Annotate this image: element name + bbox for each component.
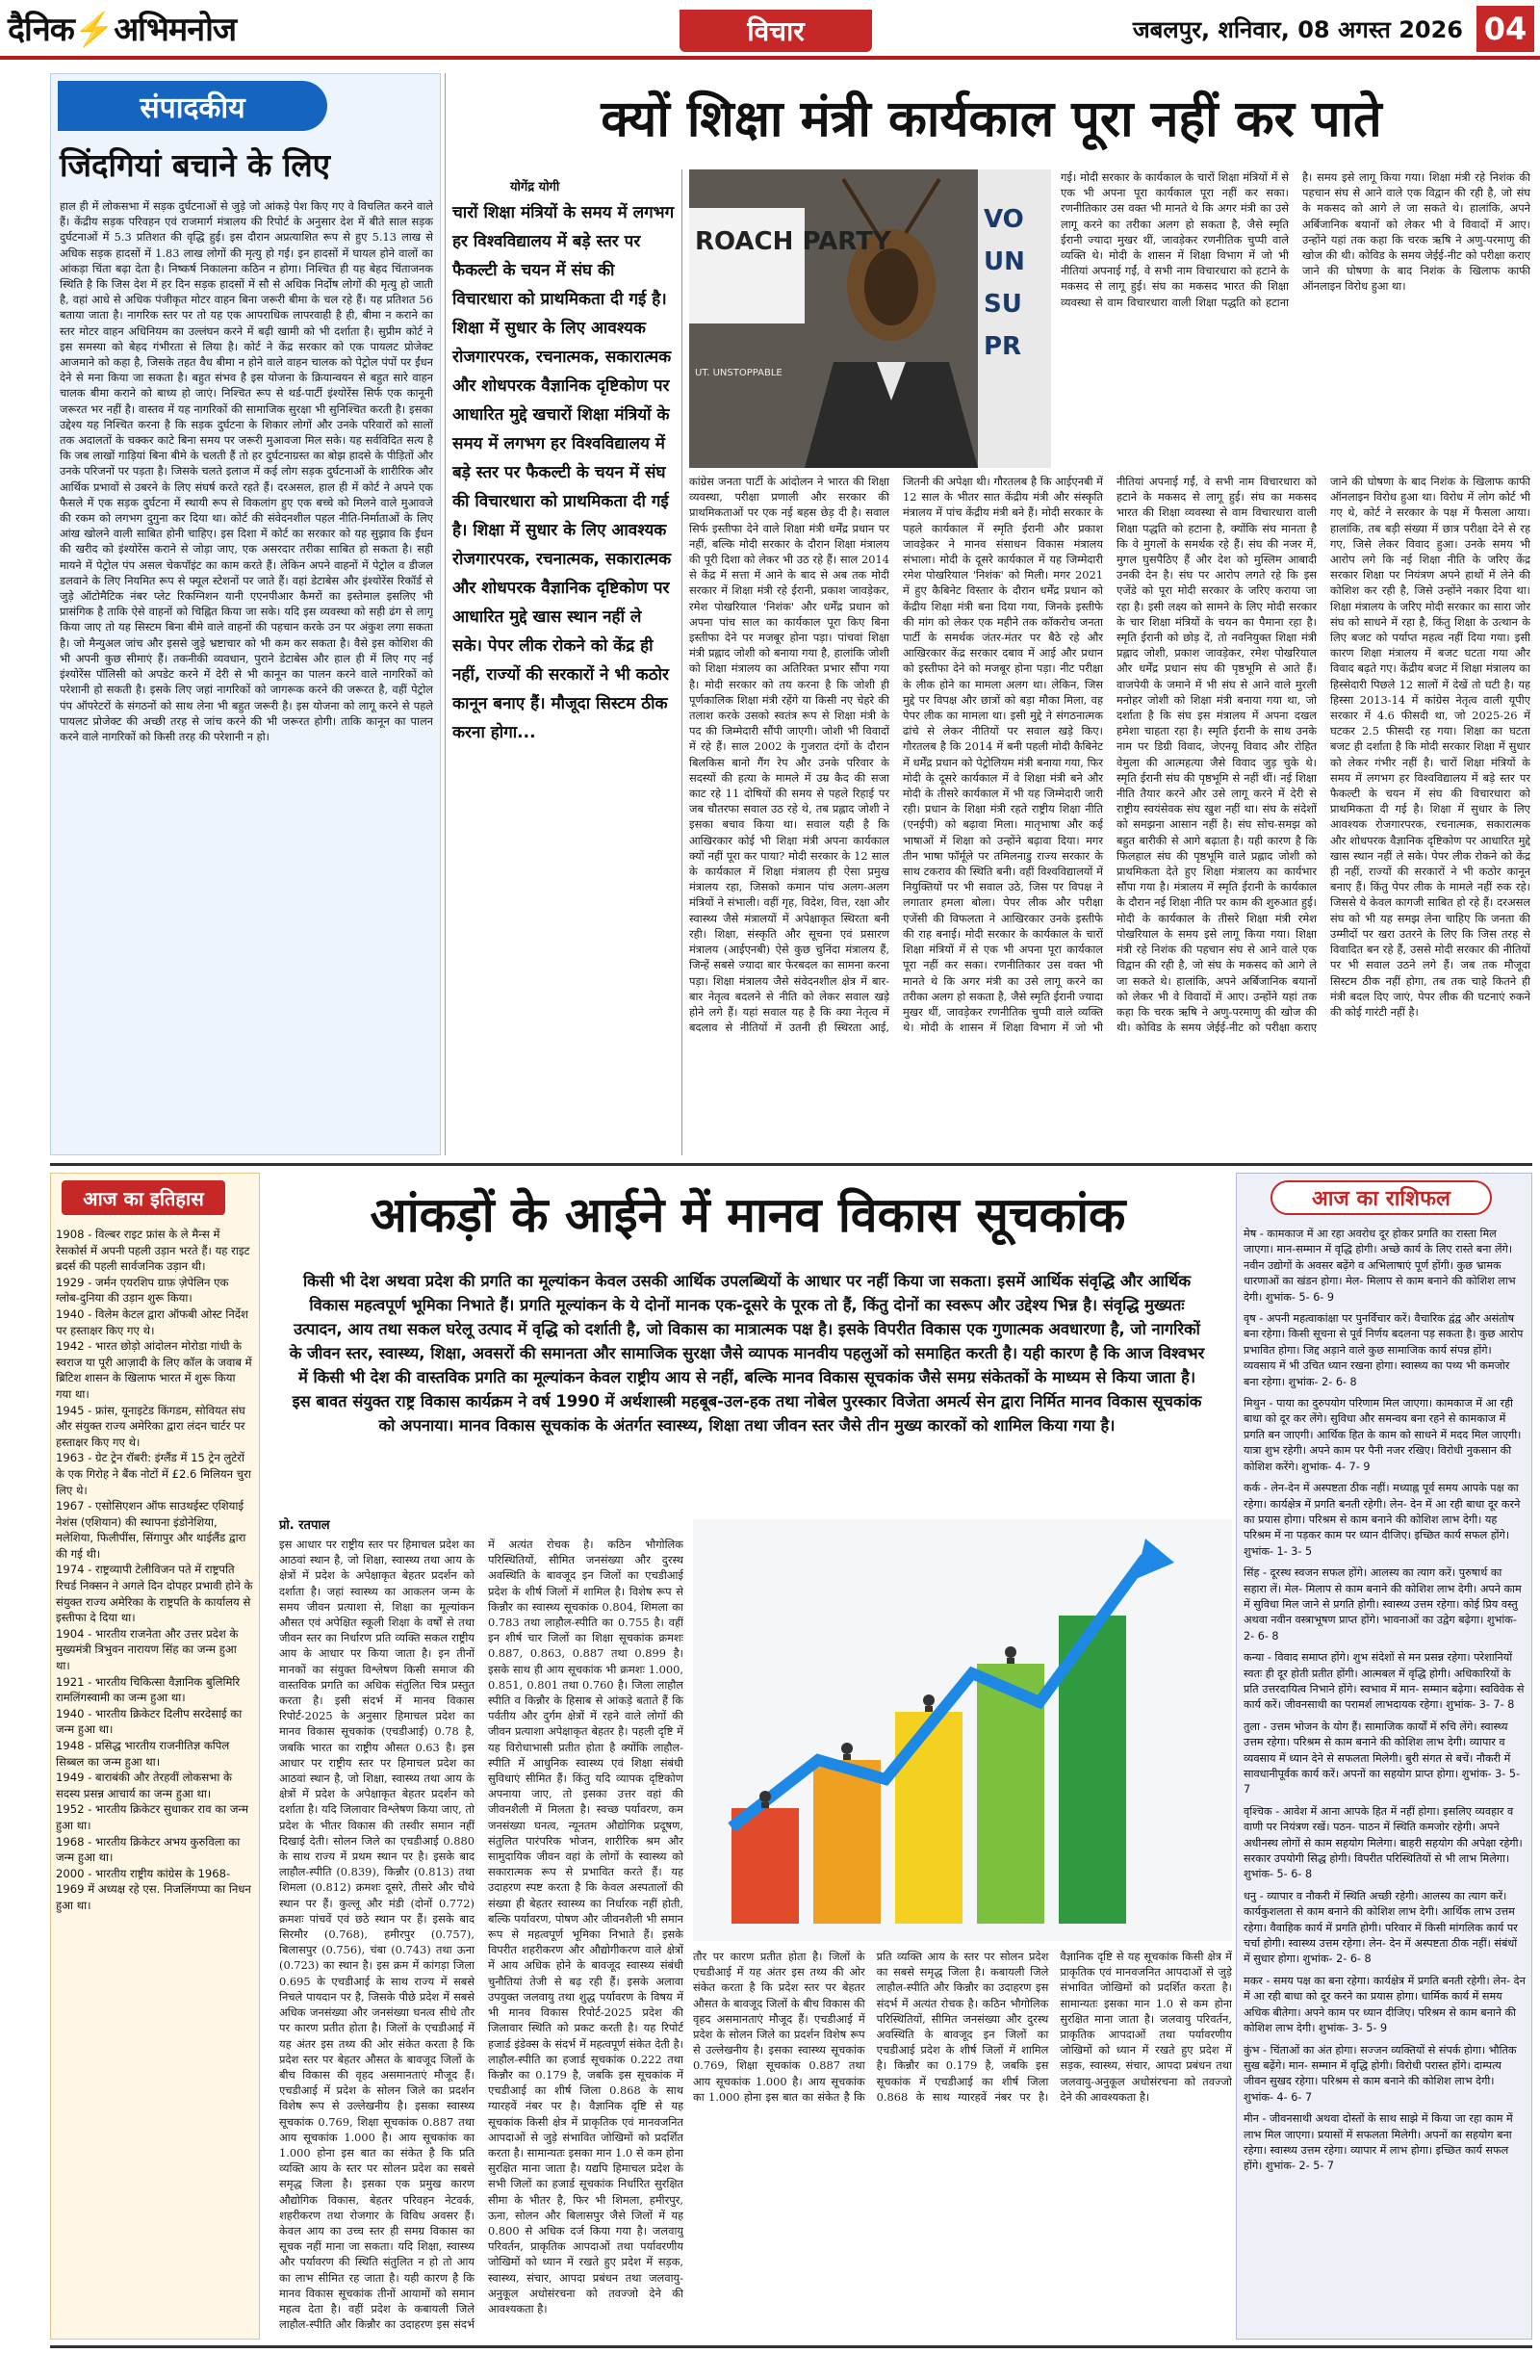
- editorial-body: [60, 198, 433, 1148]
- history-list: [56, 1227, 254, 2332]
- photo-tagline: UT. UNSTOPPABLE: [695, 368, 783, 378]
- hdi-body-left: [279, 1537, 683, 2336]
- horoscope-item: वृश्चिक - आवेश में आना आपके हित में नहीं होगा। इसलिए व्यवहार व वाणी पर नियंत्रण रखें। पठन- पाठन में स्थिति कमजोर रहेगी। अपने अधीनस्थ लोगों से काम सहयोग मिलेगा। बाहरी सहयोग की अपेक्षा रहेगी। सरकार उपयोगी सिद्ध होगी। विपरीत परिस्थितियों से भी लाभ मिलेगा। शुभांक- 5- 6- 8: [1244, 1804, 1523, 1881]
- history-item: 1929 - जर्मन एयरशिप ग्राफ़ ज़ेपेलिन एक ग्लोब-दुनिया की उड़ान शुरू किया।: [56, 1275, 229, 1306]
- history-item: 1904 - भारतीय राजनेता और उत्तर प्रदेश के मुख्यमंत्री त्रिभुवन नारायण सिंह का जन्म हुआ था।: [56, 1626, 239, 1673]
- horoscope-item: सिंह - दूरस्थ स्वजन सफल होंगे। आलस्य का त्याग करें। पुरुषार्थ का सहारा लें। मेल- मिलाप से काम बनाने की कोशिश लाभ देगी। अपने काम में सुविधा मिल जाने से प्रगति होगी। स्वास्थ्य उत्तम रहेगा। कोई प्रिय वस्तु अथवा नवीन वस्त्राभूषण प्राप्त होंगे। भावनाओं का उद्वेग बढ़ेगा। शुभांक- 2- 6- 8: [1244, 1566, 1522, 1643]
- horoscope-item: कुंभ - चिंताओं का अंत होगा। सज्जन व्यक्तियों से संपर्क होगा। भौतिक सुख बढ़ेंगे। मान- सम्मान में वृद्धि होगी। विरोधी परास्त होंगे। दाम्पत्य जीवन सुखद रहेगा। परिश्रम से काम बनाने की कोशिश लाभ देगी। शुभांक- 4- 6- 7: [1244, 2043, 1517, 2104]
- hdi-body-bottom-text: तौर पर कारण प्रतीत होता है। जिलों के एचडीआई में यह अंतर इस तथ्य की ओर संकेत करता है कि प्रदेश स्तर पर बेहतर औसत के बावजूद जिलों के बीच विकास की वृहद असमानताएं मौजूद हैं। एचडीआई में प्रदेश के सोलन जिले का प्रदर्शन विशेष रूप से उल्लेखनीय है। इसका स्वास्थ्य सूचकांक 0.769, शिक्षा सूचकांक 0.887 तथा आय सूचकांक 1.000 है। आय सूचकांक का 1.000 होना इस बात का संकेत है कि प्रति व्यक्ति आय के स्तर पर सोलन प्रदेश का सबसे समृद्ध जिला है। कबायली जिले लाहौल-स्पीति और किन्नौर का उदाहरण इस संदर्भ में अत्यंत रोचक है। कठिन भौगोलिक परिस्थितियों, सीमित जनसंख्या और दुरस्थ अवस्थिति के बावजूद इन जिलों का एचडीआई प्रदेश के शीर्ष जिलों में शामिल है। किन्नौर का 0.179 है, जबकि इस सूचकांक में एचडीआई का शीर्ष जिला 0.868 के साथ ग्यारहवें नंबर पर है। वैज्ञानिक दृष्टि से यह सूचकांक किसी क्षेत्र में प्राकृतिक एवं मानवजनित आपदाओं से जुड़े संभावित जोखिमों को प्रदर्शित करता है। सामान्यतः इसका मान 1.0 से कम होना सुरक्षित माना जाता है। जलवायु परिवर्तन, प्राकृतिक आपदाओं तथा पर्यावरणीय जोखिमों को ध्यान में रखते हुए प्रदेश में सड़क, स्वास्थ्य, संचार, आपदा प्रबंधन तथा जलवायु-अनुकूल अधोसंरचना को तवज्जो देने की आवश्यकता है।: [693, 1950, 1232, 2104]
- editorial-section-title: संपादकीय: [58, 81, 327, 131]
- page-number: 04: [1476, 6, 1534, 52]
- hdi-body-text: इस आधार पर राष्ट्रीय स्तर पर हिमाचल प्रदेश का आठवां स्थान है, जो शिक्षा, स्वास्थ्य तथा आय के क्षेत्रों में प्रदेश के अपेक्षाकृत बेहतर प्रदर्शन को दर्शाता है। जहां स्वास्थ्य का आकलन जन्म के समय जीवन प्रत्याशा से, शिक्षा का मूल्यांकन औसत एवं अपेक्षित स्कूली शिक्षा के वर्षों से तथा जीवन स्तर का निर्धारण प्रति व्यक्ति सकल राष्ट्रीय आय के आधार पर किया जाता है। इन तीनों मानकों का संयुक्त विश्लेषण किसी समाज की वास्तविक प्रगति का अधिक संतुलित चित्र प्रस्तुत करता है। इसी संदर्भ में मानव विकास रिपोर्ट-2025 के अनुसार हिमाचल प्रदेश का मानव विकास सूचकांक (एचडीआई) 0.78 है, जबकि भारत का राष्ट्रीय औसत 0.63 है। इस आधार पर राष्ट्रीय स्तर पर हिमाचल प्रदेश का आठवां स्थान है, जो शिक्षा, स्वास्थ्य तथा आय के क्षेत्रों में प्रदेश के अपेक्षाकृत बेहतर प्रदर्शन को दर्शाता है। यदि जिलावार विश्लेषण किया जाए, तो प्रदेश के भीतर विकास की तस्वीर समान नहीं दिखाई देती। सोलन जिले का एचडीआई 0.880 के साथ राज्य में प्रथम स्थान पर है। इसके बाद लाहौल-स्पीति (0.839), किन्नौर (0.813) तथा शिमला (0.812) क्रमशः दूसरे, तीसरे और चौथे स्थान पर हैं। कुल्लू और मंडी (दोनों 0.772) क्रमशः पांचवें एवं छठे स्थान पर हैं। इसके बाद सिरमौर (0.768), हमीरपुर (0.757), बिलासपुर (0.756), चंबा (0.743) तथा ऊना (0.723) का स्थान है। इस क्रम में कांगड़ा जिला 0.695 के एचडीआई के साथ राज्य में सबसे निचले पायदान पर है, जिसके पीछे प्रदेश में सबसे अधिक जनसंख्या और जनसंख्या घनत्व सीधे तौर पर कारण प्रतीत होता है। जिलों के एचडीआई में यह अंतर इस तथ्य की ओर संकेत करता है कि प्रदेश स्तर पर बेहतर औसत के बावजूद जिलों के बीच विकास की वृहद असमानताएं मौजूद हैं। एचडीआई में प्रदेश के सोलन जिले का प्रदर्शन विशेष रूप से उल्लेखनीय है। इसका स्वास्थ्य सूचकांक 0.769, शिक्षा सूचकांक 0.887 तथा आय सूचकांक 1.000 है। आय सूचकांक का 1.000 होना इस बात का संकेत है कि प्रति व्यक्ति आय के स्तर पर सोलन प्रदेश का सबसे समृद्ध जिला है। इसका एक प्रमुख कारण औद्योगिक विकास, बेहतर परिवहन नेटवर्क, शहरीकरण तथा रोजगार के विविध अवसर हैं। केवल आय का उच्च स्तर ही समग्र विकास का सूचक नहीं माना जा सकता। यदि शिक्षा, स्वास्थ्य और पर्यावरण की स्थिति संतुलित न हो तो आय का लाभ सीमित रह जाता है। यही कारण है कि मानव विकास सूचकांक तीनों आयामों को समान महत्व देता है। वहीं प्रदेश के कबायली जिले लाहौल-स्पीति और किन्नौर का उदाहरण इस संदर्भ में अत्यंत रोचक है। कठिन भौगोलिक परिस्थितियों, सीमित जनसंख्या और दुरस्थ अवस्थिति के बावजूद इन जिलों का एचडीआई प्रदेश के शीर्ष जिलों में शामिल है। विशेष रूप से किन्नौर का स्वास्थ्य सूचकांक 0.804, शिमला का 0.783 तथा लाहौल-स्पीति का 0.755 है। वहीं इन शीर्ष चार जिलों का शिक्षा सूचकांक क्रमशः 0.887, 0.863, 0.887 तथा 0.899 है। इसके साथ ही आय सूचकांक भी क्रमशः 1.000, 0.851, 0.801 तथा 0.760 है। जिला लाहौल स्पीति व किन्नौर के हिसाब से आंकड़े बताते हैं कि पर्वतीय और दुर्गम क्षेत्रों में रहने वाले लोगों की जीवन प्रत्याशा अपेक्षाकृत बेहतर है। पहली दृष्टि में यह विरोधाभासी प्रतीत होता है क्योंकि लाहौल-स्पीति में आधुनिक स्वास्थ्य एवं शिक्षा संबंधी सुविधाएं सीमित हैं। किंतु यदि व्यापक दृष्टिकोण अपनाया जाए, तो इसका उत्तर वहां की जीवनशैली में मिलता है। स्वच्छ पर्यावरण, कम जनसंख्या घनत्व, न्यूनतम औद्योगिक प्रदूषण, संतुलित पारंपरिक भोजन, शारीरिक श्रम और सामुदायिक जीवन वहां के लोगों के स्वास्थ्य को सकारात्मक रूप से प्रभावित करते हैं। यह उदाहरण स्पष्ट करता है कि केवल अस्पतालों की संख्या ही बेहतर स्वास्थ्य का निर्धारक नहीं होती, बल्कि पर्यावरण, पोषण और जीवनशैली भी समान रूप से महत्वपूर्ण भूमिका निभाते हैं। इसके विपरीत शहरीकरण और औद्योगीकरण वाले क्षेत्रों में आय अधिक होने के बावजूद स्वास्थ्य संबंधी चुनौतियां तेजी से बढ़ रही हैं। इसके अलावा उपयुक्त जलवायु तथा शुद्ध पर्यावरण के विषय में भी मानव विकास रिपोर्ट-2025 प्रदेश की जिलावार स्थिति को प्रकट करती है। यह रिपोर्ट हजार्ड इंडेक्स के संदर्भ में महत्वपूर्ण संकेत देती है। लाहौल-स्पीति का हजार्ड सूचकांक 0.222 तथा किन्नौर का 0.179 है, जबकि इस सूचकांक में एचडीआई का शीर्ष जिला 0.868 के साथ ग्यारहवें नंबर पर है। वैज्ञानिक दृष्टि से यह सूचकांक किसी क्षेत्र में प्राकृतिक एवं मानवजनित आपदाओं से जुड़े संभावित जोखिमों को प्रदर्शित करता है। सामान्यतः इसका मान 1.0 से कम होना सुरक्षित माना जाता है। यद्यपि हिमाचल प्रदेश के सभी जिलों का हजार्ड सूचकांक निर्धारित सुरक्षित सीमा के भीतर है, फिर भी शिमला, हमीरपुर, ऊना, सोलन और बिलासपुर जैसे जिलों में यह 0.800 से अधिक दर्ज किया गया है। जलवायु परिवर्तन, प्राकृतिक आपदाओं तथा पर्यावरणीय जोखिमों को ध्यान में रखते हुए प्रदेश में सड़क, स्वास्थ्य, संचार, आपदा प्रबंधन तथा जलवायु-अनुकूल अधोसंरचना को तवज्जो देने की आवश्यकता है।: [279, 1538, 683, 2332]
- section-tag: विचार: [680, 10, 872, 52]
- horoscope-title: आज का राशिफल: [1270, 1180, 1492, 1215]
- main-body: [689, 474, 1530, 1153]
- main-byline: योगेंद्र योगी: [510, 180, 560, 194]
- history-item: 1974 - राष्ट्रव्यापी टेलीविजन पते में राष्ट्रपति रिचर्ड निक्सन ने अगले दिन दोपहर प्रभावी होने के संयुक्त राज्य अमेरिका के राष्ट्रपति के कार्यालय से इस्तीफा दे दिया था।: [56, 1563, 253, 1625]
- hdi-body-overlay-mask: [693, 1521, 1232, 1945]
- history-item: 1967 - एसोसिएशन ऑफ साउथईस्ट एशियाई नेशंस (एशियान) की स्थापना इंडोनेशिया, मलेशिया, फिलीपींस, सिंगापुर और थाईलैंड द्वारा की गई थी।: [56, 1499, 246, 1561]
- horoscope-item: मीन - जीवनसाथी अथवा दोस्तों के साथ साझे में किया जा रहा काम में लाभ मिल जाएगा। प्रयासों में सफलता मिलेगी। अपनों का सहयोग बना रहेगा। स्वास्थ्य उत्तम रहेगा। व्यापार में लाभ होगा। इच्छित कार्य सफल होंगे। शुभांक- 2- 5- 7: [1244, 2112, 1513, 2173]
- history-item: 1963 - ग्रेट ट्रेन रॉबरी: इंग्लैंड में 15 ट्रेन लुटेरों के एक गिरोह ने बैंक नोटों में £2.6 मिलियन चुरा लिए थे।: [56, 1451, 251, 1497]
- newspaper-logo: [8, 6, 236, 50]
- horoscope-item: धनु - व्यापार व नौकरी में स्थिति अच्छी रहेगी। आलस्य का त्याग करें। कार्यकुशलता से काम बनाने की कोशिश लाभ देगी। आर्थिक लाभ उत्तम रहेगा। वैवाहिक कार्य में प्रगति होगी। परिवार में किसी मांगलिक कार्य पर चर्चा होगी। स्वास्थ्य उत्तम रहेगा। लेन- देन में अस्पष्टता ठीक नहीं। संबंधों में सुधार होगा। शुभांक- 2- 6- 8: [1244, 1889, 1518, 1966]
- lightning-icon: ⚡: [73, 11, 115, 49]
- history-item: 1921 - भारतीय चिकित्सा वैज्ञानिक बुलिमिरि रामलिंगस्वामी का जन्म हुआ था।: [56, 1674, 241, 1705]
- editorial-headline: जिंदगियां बचाने के लिए: [60, 146, 331, 184]
- history-item: 1968 - भारतीय क्रिकेटर अभय कुरुविला का जन्म हुआ था।: [56, 1834, 241, 1865]
- main-lead: [452, 198, 676, 872]
- section-divider: [50, 1163, 1532, 1166]
- dateline: जबलपुर, शनिवार, 08 अगस्त 2026: [1132, 16, 1463, 43]
- horoscope-item: वृष - अपनी महत्वाकांक्षा पर पुनर्विचार करें। वैचारिक द्वंद्व और असंतोष बना रहेगा। किसी सूचना से पूर्व निर्णय बदलना पड़ सकता है। कुछ आरोप प्रभावित होगा। जिद्द अड़ाने वाले कुछ सामाजिक कार्य संपन्न होंगे। व्यवसाय में भी उचित ध्यान रखना होगा। स्वास्थ्य का पथ्य भी कमजोर बना रहेगा। शुभांक- 2- 6- 8: [1244, 1312, 1524, 1388]
- history-item: 2000 - भारतीय राष्ट्रीय कांग्रेस के 1968-1969 में अध्यक्ष रहे एस. निजलिंगप्पा का निधन हुआ था।: [56, 1866, 251, 1912]
- main-headline: क्यों शिक्षा मंत्री कार्यकाल पूरा नहीं कर पाते: [601, 90, 1382, 148]
- horoscope-item: मेष - कामकाज में आ रहा अवरोध दूर होकर प्रगति का रास्ता मिल जाएगा। मान-सम्मान में वृद्धि होगी। अच्छे कार्य के लिए रास्ते बना लेंगे। नवीन उद्योगों के अवसर बढ़ेंगे व अभिलाषाएं पूर्ण होंगी। कुछ भ्रामक धारणाओं का खंडन होगा। मेल- मिलाप से काम बनाने की कोशिश लाभ देगी। शुभांक- 5- 6- 9: [1244, 1228, 1516, 1304]
- horoscope-item: मिथुन - पाया का दुरुपयोग परिणाम मिल जाएगा। कामकाज में आ रही बाधा को दूर कर लेंगे। सुविधा और समन्वय बना रहने से कामकाज में प्रगति बन जाएगी। आर्थिक हित के काम को साधने में मदद मिल जाएगी। यात्रा शुभ रहेगी। अपने काम पर पैनी नजर रखिए। विरोधी नुकसान की कोशिश करेंगे। शुभांक- 4- 7- 9: [1244, 1397, 1522, 1473]
- column-rule: [445, 73, 446, 1155]
- horoscope-item: मकर - समय पक्ष का बना रहेगा। कार्यक्षेत्र में प्रगति बनती रहेगी। लेन- देन में आ रही बाधा को दूर करने का प्रयास होगा। धार्मिक कार्य में समय अधिक बीतेगा। अपने काम पर ध्यान दीजिए। परिश्रम से काम बनाने की कोशिश लाभ देगी। शुभांक- 3- 5- 9: [1244, 1974, 1526, 2035]
- hdi-lead: किसी भी देश अथवा प्रदेश की प्रगति का मूल्यांकन केवल उसकी आर्थिक उपलब्धियों के आधार पर नहीं किया जा सकता। इसमें आर्थिक संवृद्धि और आर्थिक विकास महत्वपूर्ण भूमिका निभाते हैं। प्रगति मूल्यांकन के ये दोनों मानक एक-दूसरे के पूरक तो हैं, किंतु दोनों का स्वरूप और उद्देश्य भिन्न है। संवृद्धि मुख्यतः उत्पादन, आय तथा सकल घरेलू उत्पाद में वृद्धि को दर्शाती है, जो विकास का मात्रात्मक पक्ष है। इसके विपरीत विकास एक गुणात्मक अवधारणा है, जो नागरिकों के जीवन स्तर, स्वास्थ्य, शिक्षा, अवसरों की समानता और सामाजिक सुरक्षा जैसे व्यापक मानवीय पहलुओं को समाहित करती है। यही कारण है कि आज विश्वभर में किसी भी देश की वास्तविक प्रगति का मूल्यांकन केवल राष्ट्रीय आय से नहीं, बल्कि मानव विकास सूचकांक जैसे समग्र संकेतकों के माध्यम से किया जाता है। इस बावत संयुक्त राष्ट्र विकास कार्यक्रम ने वर्ष 1990 में अर्थशास्त्री महबूब-उल-हक तथा नोबेल पुरस्कार विजेता अमर्त्य सेन द्वारा निर्मित मानव विकास सूचकांक को अपनाया। मानव विकास सूचकांक के अंतर्गत स्वास्थ्य, शिक्षा तथा जीवन स्तर जैसे तीन मुख्य कारकों को शामिल किया गया है।: [289, 1272, 1205, 1435]
- horoscope-item: कन्या - विवाद समाप्त होंगे। शुभ संदेशों से मन प्रसन्न रहेगा। परेशानियों स्वतः ही दूर होती प्रतीत होंगी। आत्मबल में वृद्धि होगी। अधिकारियों के प्रति उत्तरदायित्व निभाने होंगे। स्वभाव में मान- सम्मान बढ़ेगा। स्वविवेक से कार्य करें। जीवनसाथी का परामर्श लाभदायक रहेगा। शुभांक- 3- 7- 8: [1244, 1651, 1525, 1712]
- logo-left: दैनिक: [8, 11, 74, 49]
- horoscope-item: तुला - उत्तम भोजन के योग हैं। सामाजिक कार्यों में रुचि लेंगे। स्वास्थ्य उत्तम रहेगा। परिश्रम से काम बनाने की कोशिश लाभ देगी। व्यापार व व्यवसाय में ध्यान देने से सफलता मिलेगी। बुरी संगत से बचें। नौकरी में सावधानीपूर्वक कार्य करें। अपनों का सहयोग प्राप्त होगा। शुभांक- 3- 5- 7: [1244, 1720, 1521, 1797]
- history-item: 1908 - विल्बर राइट फ्रांस के ले मैन्स में रेसकोर्स में अपनी पहली उड़ान भरते हैं। यह राइट ब्रदर्स की पहली सार्वजनिक उड़ान थी।: [56, 1228, 250, 1274]
- logo-right: अभिमनोज: [114, 11, 237, 49]
- history-item: 1940 - विलेम केटल द्वारा ऑफबी ओस्ट निर्देश पर हस्ताक्षर किए गए थे।: [56, 1306, 248, 1337]
- history-item: 1952 - भारतीय क्रिकेटर सुधाकर राव का जन्म हुआ था।: [56, 1802, 249, 1832]
- hdi-headline: आंकड़ों के आईने में मानव विकास सूचकांक: [370, 1186, 1126, 1243]
- column-rule: [681, 169, 682, 1155]
- history-item: 1948 - प्रसिद्ध भारतीय राजनीतिज्ञ कपिल सिब्बल का जन्म हुआ था।: [56, 1739, 230, 1769]
- horoscope-item: कर्क - लेन-देन में अस्पष्टता ठीक नहीं। मध्याह्न पूर्व समय आपके पक्ष का रहेगा। कार्यक्षेत्र में प्रगति बनती रहेगी। लेन- देन में आ रही बाधा दूर करने का प्रयास होगा। परिश्रम से काम बनाने की कोशिश लाभ देगी। यह परिश्रम में ना पड़कर काम पर ध्यान दीजिए। इच्छित कार्य सफल होंगे। शुभांक- 1- 3- 5: [1244, 1482, 1521, 1558]
- editorial-paragraph: हाल ही में लोकसभा में सड़क दुर्घटनाओं से जुड़े जो आंकड़े पेश किए गए वे विचलित करने वाले हैं। केंद्रीय सड़क परिवहन एवं राजमार्ग मंत्रालय की रिपोर्ट के अनुसार देश में बीते साल सड़क दुर्घटनाओं में 5.3 प्रतिशत की वृद्धि हुई। इस दौरान अप्रत्याशित रूप से हुए 5.13 लाख से अधिक सड़क हादसों में 1.83 लाख लोगों की मृत्यु हो गई। इन हादसों में घायल होने वालों का आंकड़ा चिंता बढ़ा देता है। निष्कर्ष निकालना कठिन न होगा। निश्चित ही यह बेहद चिंताजनक स्थिति है कि जिस देश में हर दिन सड़क हादसों में सौ से अधिक निर्दोष लोगों की मृत्यु हो जाती है, वहां आधे से अधिक पंजीकृत मोटर वाहन बिना जरूरी बीमा के चल रहे हैं। यह प्रतिशत 56 बताया जाता है। नागरिक स्तर पर तो यह एक आपराधिक लापरवाही है ही, बीमा न कराने का स्तर मोटर वाहन अधिनियम का उल्लंघन करने में बढ़ी खामी को भी दर्शाता है। सुप्रीम कोर्ट ने इस समस्या को बेहद गंभीरता से लिया है। कोर्ट ने केंद्र सरकार को एक पायलट प्रोजेक्ट आजमाने को कहा है, जिसके तहत वैध बीमा न होने वाले वाहन चालक को पेट्रोल पंपों पर ईंधन देने से मना किया जा सकता है। बहुत संभव है इस योजना के क्रियान्वयन से बहुत सारे वाहन चालक बीमा कराने को बाध्य हो जाएं। निश्चित रूप से थर्ड-पार्टी इंश्योरेंस सिर्फ एक कानूनी जरूरत भर नहीं है। वास्तव में यह नागरिकों की सामाजिक सुरक्षा भी सुनिश्चित करती है। इसका उद्देश्य यह निश्चित करना है कि सड़क दुर्घटना के शिकार लोगों और उनके परिवारों को सालों तक अदालतों के चक्कर काटे बिना समय पर जरूरी मुआवजा मिल सके। यह सर्वविदित सत्य है कि जब लाखों गाड़ियां बिना बीमे के चलती हैं तो हर दुर्घटनाग्रस्त का बोझ हादसे के पीड़ितों और उनके परिजनों पर पड़ता है। जिसके चलते इलाज में कई लोग सड़क दुर्घटनाओं के शारीरिक और आर्थिक प्रभावों से उबरने के लिए संघर्ष करते रहते हैं। दरअसल, हाल ही में कोर्ट ने अपने एक फैसले में एक सड़क दुर्घटना में स्थायी रूप से विकलांग हुए एक बच्चे को मिलने वाले मुआवजे की रकम को लगभग दुगुना कर दिया था। कोर्ट की संवेदनशील पहल नीति-निर्माताओं के लिए आंख खोलने वाली साबित होनी चाहिए। इस दिशा में कोर्ट का सरकार को यह सुझाव कि ईंधन की खरीद को इंश्योरेंस कराने से जोड़ा जाए, एक असरदार तरीका साबित हो सकता है। सही मायने में पेट्रोल पंप असल चेकपॉइंट का काम करते हैं। लेकिन अपने वाहनों में पेट्रोल व डीजल डलवाने के लिए नियमित रूप से फ्यूल स्टेशनों पर जाते हैं। वहां डेटाबेस और इंश्योरेंस रिकॉर्ड से जुड़े ऑटोमैटिक नंबर प्लेट रिकग्निशन यानी एएनपीआर कैमरों का इस्तेमाल इसलिए भी प्रासंगिक है ताकि ऐसे वाहनों को चिह्नित किया जा सके। यदि इस व्यवस्था को सही ढंग से लागू किया जाए तो यह सिस्टम बिना बीमे वाले वाहनों की पहचान करके उन पर अंकुश लगा सकता है। जो मैन्युअल जांच और इससे जुड़े भ्रष्टाचार को भी कम कर सकता है। वैसे इस कोशिश की भी अपनी कुछ सीमाएं हैं। तकनीकी व्यवधान, पुराने डेटाबेस और हाल ही में लिए गए नई इंश्योरेंस पॉलिसी को अपडेट करने में देरी से भी कानून का पालन करने वाले नागरिकों को परेशानी हो सकती है। इसके लिए जहां नागरिकों को जागरूक करने की जरूरत है, वहीं पेट्रोल पंप ऑपरेटरों के संगठनों को साथ लेना भी बहुत जरूरी है। इस योजना को लागू करने से पहले पायलट प्रोजेक्ट की अच्छी तरह से जांच करने की भी जरूरत होगी। ताकि कानून का पालन करने वाले नागरिकों को किसी तरह की परेशानी न हो।: [60, 199, 433, 743]
- main-body-top-right-text: गई। मोदी सरकार के कार्यकाल के चारों शिक्षा मंत्रियों में से एक भी अपना पूरा कार्यकाल पूरा नहीं कर सका। रणनीतिकार उस वक्त भी मानते थे कि अगर मंत्री का उसे लागू करने का तरीका अलग हो सकता है, जैसे स्मृति ईरानी ज्यादा मुखर थीं, जावड़ेकर रणनीतिक चुप्पी वाले व्यक्ति थे। मोदी के शासन में शिक्षा विभाग में जो भी नीतियां अपनाई गईं, वे सभी नाम विचारधारा को हटाने के मकसद से लागू हुई। संघ का मकसद भारत की शिक्षा व्यवस्था से वाम विचारधारा वाली शिक्षा पद्धति को हटाना है। समय इसे लागू किया गया। शिक्षा मंत्री रहे निशंक की पहचान संघ से आने वाले एक विद्वान की रही है, जो संघ के मकसद को आगे ले जा सकते थे। हालांकि, अपने अर्बिजानिक बयानों को लेकर भी वे विवादों में आए। उन्होंने यहां तक कहा कि चरक ऋषि ने अणु-परमाणु की खोज की थी। कोविड के समय जेईई-नीट को परीक्षा कराए जाने की घोषणा के बाद निशंक के खिलाफ काफी ऑनलाइन विरोध हुआ था।: [1061, 170, 1530, 309]
- horoscope-list: [1244, 1227, 1527, 2334]
- history-item: 1945 - फ्रांस, यूनाइटेड किंगडम, सोवियत संघ और संयुक्त राज्य अमेरिका द्वारा लंदन चार्टर पर हस्ताक्षर किए गए थे।: [56, 1403, 245, 1449]
- news-photo: [689, 169, 1051, 468]
- main-body-top-right: [1061, 169, 1530, 474]
- history-item: 1949 - बाराबंकी और तेरहवीं लोकसभा के सदस्य प्रसन्न आचार्य का जन्म हुआ था।: [56, 1771, 232, 1800]
- history-item: 1940 - भारतीय क्रिकेटर दिलीप सरदेसाई का जन्म हुआ था।: [56, 1706, 243, 1737]
- photo-side-text: VO UN SU PR: [984, 205, 1025, 361]
- bottom-rule: [50, 2345, 1532, 2348]
- history-title: आज का इतिहास: [62, 1180, 225, 1215]
- hdi-body-bottom: [693, 1949, 1232, 2338]
- main-body-text: कांग्रेस जनता पार्टी के आंदोलन ने भारत की शिक्षा व्यवस्था, परीक्षा प्रणाली और सरकार की प्राथमिकताओं पर एक नई बहस छेड़ दी है। सवाल सिर्फ इस्तीफा देने वाले शिक्षा मंत्री धर्मेंद्र प्रधान पर नहीं, बल्कि मोदी सरकार के दौरान शिक्षा मंत्रालय की पूरी दिशा को लेकर भी उठ रहे हैं। साल 2014 से केंद्र में सत्ता में आने के बाद से अब तक मोदी सरकार में शिक्षा मंत्री रहे ईरानी, प्रकाश जावड़ेकर, रमेश पोखरियाल 'निशंक' और धर्मेंद्र प्रधान को अपना पांच साल का कार्यकाल पूरा किए बिना इस्तीफा देने पर मजबूर होना पड़ा। पांचवां शिक्षा मंत्री प्रह्लाद जोशी को बनाया गया है, हालांकि जोशी को शिक्षा मंत्रालय का अतिरिक्त प्रभार सौंपा गया है। मोदी सरकार को तय करना है कि जोशी ही पूर्णकालिक शिक्षा मंत्री रहेंगे या किसी नए चेहरे की तलाश करके उसको स्वतंत्र रूप से शिक्षा मंत्री के पद की जिम्मेदारी सौंपी जाएगी। जोशी भी विवादों में रहे हैं। साल 2002 के गुजरात दंगों के दौरान बिलकिस बानो गैंग रेप और उनके परिवार के सदस्यों की हत्या के मामले में उम्र कैद की सजा काट रहे 11 दोषियों की समय से पहले रिहाई पर जब चौतरफा सवाल उठ रहे थे, तब प्रह्लाद जोशी ने इसका बचाव किया था। सवाल यही है कि आखिरकार कोई भी शिक्षा मंत्री अपना कार्यकाल क्यों नहीं पूरा कर पाया? मोदी सरकार के 12 साल के कार्यकाल में शिक्षा मंत्रालय ही ऐसा प्रमुख मंत्रालय रहा, जिसको कमान पांच अलग-अलग मंत्रियों ने संभाली। वहीं गृह, विदेश, वित्त, रक्षा और स्वास्थ्य जैसे मंत्रालयों में अपेक्षाकृत स्थिरता बनी रही। शिक्षा, संस्कृति और सूचना एवं प्रसारण मंत्रालय (आईएनबी) ऐसे कुछ चुनिंदा मंत्रालय हैं, जिन्हें सबसे ज्यादा बार फेरबदल का सामना करना पड़ा। शिक्षा मंत्रालय जैसे संवेदनशील क्षेत्र में बार-बार नेतृत्व बदलने से नीति को लेकर सवाल खड़े होने लगे हैं। यहां सवाल यह है कि क्या नेतृत्व में बदलाव से नीतियों में उतनी ही स्थिरता आई, जितनी की अपेक्षा थी। गौरतलब है कि आईएनबी में 12 साल के भीतर सात केंद्रीय मंत्री और संस्कृति मंत्रालय में पांच केंद्रीय मंत्री बने हैं। मोदी सरकार के पहले कार्यकाल में स्मृति ईरानी और प्रकाश जावड़ेकर ने मानव संसाधन विकास मंत्रालय संभाला। मोदी के दूसरे कार्यकाल में यह जिम्मेदारी रमेश पोखरियाल 'निशंक' को मिली। मगर 2021 में हुए कैबिनेट विस्तार के दौरान धर्मेंद्र प्रधान को केंद्रीय शिक्षा मंत्री बना दिया गया, जिनके इस्तीफे की मांग को लेकर एक महीने तक कॉकरोच जनता पार्टी के समर्थक जंतर-मंतर पर बैठे रहे और आखिरकार केंद्र सरकार दबाव में आई और प्रधान को इस्तीफा देने को मजबूर होना पड़ा। नीट परीक्षा के लीक होने का मामला अलग था। लेकिन, जिस मुद्दे पर विपक्ष और छात्रों को बड़ा मौका मिला, वह पेपर लीक का मामला था। इसी मुद्दे ने संगठनात्मक ढांचे से लेकर नीतियों पर सवाल खड़े किए। गौरतलब है कि 2014 में बनी पहली मोदी कैबिनेट में धर्मेंद्र प्रधान को पेट्रोलियम मंत्री बनाया गया, फिर मोदी के दूसरे कार्यकाल में वे शिक्षा मंत्री बने और मोदी के तीसरे कार्यकाल में भी यह जिम्मेदारी जारी रही। प्रधान के शिक्षा मंत्री रहते राष्ट्रीय शिक्षा नीति (एनईपी) को बढ़ावा मिला। मातृभाषा और कई भाषाओं में शिक्षा को उन्होंने बढ़ावा दिया। मगर तीन भाषा फॉर्मूले पर तमिलनाडु राज्य सरकार के साथ टकराव की स्थिति बनी। वहीं विश्वविद्यालयों में नियुक्तियों पर भी सवाल उठे, जिस पर विपक्ष ने लगातार हमला बोला। पेपर लीक और परीक्षा एजेंसी की विफलता ने आखिरकार उनके इस्तीफे की राह बनाई। मोदी सरकार के कार्यकाल के चारों शिक्षा मंत्रियों में से एक भी अपना पूरा कार्यकाल पूरा नहीं कर सका। रणनीतिकार उस वक्त भी मानते थे कि अगर मंत्री का उसे लागू करने का तरीका अलग हो सकता है, जैसे स्मृति ईरानी ज्यादा मुखर थीं, जावड़ेकर रणनीतिक चुप्पी वाले व्यक्ति थे। मोदी के शासन में शिक्षा विभाग में जो भी नीतियां अपनाई गईं, वे सभी नाम विचारधारा को हटाने के मकसद से लागू हुई। संघ का मकसद भारत की शिक्षा व्यवस्था से वाम विचारधारा वाली शिक्षा पद्धति को हटाना है, क्योंकि संघ मानता है कि वे मुगलों के समर्थक रहे हैं। संघ की नजर में, मुगल घुसपैठिए हैं और देश को मुस्लिम आबादी उनकी देन है। संघ पर आरोप लगते रहे कि इस एजेंडे को पूरा मोदी सरकार के जरिए कराया जा रहा है। इसी लक्ष्य को सामने के लिए मोदी सरकार के चार शिक्षा मंत्रियों के चयन का पैमाना रहा है। स्मृति ईरानी को छोड़ दें, तो नवनियुक्त शिक्षा मंत्री प्रह्लाद जोशी, प्रकाश जावड़ेकर, रमेश पोखरियाल और धर्मेंद्र प्रधान संघ की पृष्ठभूमि से आते हैं। वाजपेयी के जमाने में भी संघ से आने वाले मुरली मनोहर जोशी को शिक्षा मंत्री बनाया गया था, जो दर्शाता है कि संघ इस मंत्रालय में अपना दखल हमेशा चाहता रहा है। स्मृति ईरानी के साथ उनके नाम पर डिग्री विवाद, जेएनयू विवाद और रोहित वेमुला की आत्महत्या जैसे विवाद जुड़ चुके थे। स्मृति ईरानी संघ की पृष्ठभूमि से नहीं थीं। नई शिक्षा नीति तैयार करने और उसे लागू करने में देरी से राष्ट्रीय स्वयंसेवक संघ खुश नहीं था। संघ के संदेशों को समझना आसान नहीं है। संघ सोच-समझ को बहुत बारीकी से आगे बढ़ाता है। यही कारण है कि फिलहाल संघ की पृष्ठभूमि वाले प्रह्लाद जोशी को प्राथमिकता देते हुए शिक्षा मंत्रालय का कार्यभार सौंपा गया है। मंत्रालय में स्मृति ईरानी के कार्यकाल के दौरान नई शिक्षा नीति पर काम की शुरुआत हुई। मोदी के कार्यकाल के तीसरे शिक्षा मंत्री रमेश पोखरियाल के समय इसे लागू किया गया। शिक्षा मंत्री रहे निशंक की पहचान संघ से आने वाले एक विद्वान की रही है, जो संघ के मकसद को आगे ले जा सकते थे। हालांकि, अपने अर्बिजानिक बयानों को लेकर भी वे विवादों में आए। उन्होंने यहां तक कहा कि चरक ऋषि ने अणु-परमाणु की खोज की थी। कोविड के समय जेईई-नीट को परीक्षा कराए जाने की घोषणा के बाद निशंक के खिलाफ काफी ऑनलाइन विरोध हुआ था। विरोध में लोग कोर्ट भी गए थे, कोर्ट ने सरकार के पक्ष में फैसला आया। हालांकि, तब बड़ी संख्या में छात्र परीक्षा देने से रह गए, जिसे लेकर विवाद हुआ। उनके समय भी आरोप लगे कि नई शिक्षा नीति के जरिए केंद्र सरकार शिक्षा पर नियंत्रण अपने हाथों में लेने की कोशिश कर रही है, जिसे उन्होंने नकार दिया था। शिक्षा मंत्रालय के जरिए मोदी सरकार का सारा जोर संघ को साधने में रहा है, किंतु शिक्षा के उत्थान के लिए बजट को पर्याप्त महत्व नहीं दिया गया। इसी कारण शिक्षा मंत्रालय में बजट घटता गया और विवाद बढ़ते गए। केंद्रीय बजट में शिक्षा मंत्रालय का हिस्सेदारी पिछले 12 सालों में देखें तो घटी है। यह हिस्सा 2013-14 में कांग्रेस नेतृत्व वाली यूपीए सरकार में 4.6 फीसदी था, जो 2025-26 में घटकर 2.5 फीसदी रह गया। शिक्षा का घटता बजट ही दर्शाता है कि मोदी सरकार शिक्षा में सुधार को लेकर गंभीर नहीं है। चारों शिक्षा मंत्रियों के समय में लगभग हर विश्वविद्यालय में बड़े स्तर पर फैकल्टी के चयन में संघ की विचारधारा को प्राथमिकता दी गई है। शिक्षा में सुधार के लिए आवश्यक रोजगारपरक, रचनात्मक, सकारात्मक और शोधपरक वैज्ञानिक दृष्टिकोण पर आधारित मुद्दे खास स्थान नहीं ले सके। पेपर लीक रोकने को केंद्र ही नहीं, राज्यों की सरकारों ने भी कठोर कानून बनाए हैं। किंतु पेपर लीक के मामले नहीं रुक रहे। जिससे ये केवल कागजी साबित हो रहे हैं। दरअसल संघ को भी यह समझ लेना चाहिए कि जनता की उम्मीदों पर खरा उतरने के लिए कि जिस तरह से विवादित बन रहे हैं, उससे मोदी सरकार की नीतियों पर भी सवाल उठने लगे हैं। जब तक मौजूदा सिस्टम ठीक नहीं होगा, तब तक चाहे कितने ही मंत्री बदल दिए जाएं, पेपर लीक की घटनाएं रुकने की कोई गारंटी नहीं है।: [689, 475, 1530, 1035]
- history-item: 1942 - भारत छोड़ो आंदोलन मोरोडा गांधी के स्वराज या पूरी आज़ादी के लिए कॉल के जवाब में ब्रिटिश शासन के खिलाफ भारत में शुरू किया गया था।: [56, 1339, 252, 1401]
- masthead: [0, 0, 1540, 60]
- main-lead-text: चारों शिक्षा मंत्रियों के समय में लगभग हर विश्वविद्यालय में बड़े स्तर पर फैकल्टी के चयन में संघ की विचारधारा को प्राथमिकता दी गई है। शिक्षा में सुधार के लिए आवश्यक रोजगारपरक, रचनात्मक, सकारात्मक और शोधपरक वैज्ञानिक दृष्टिकोण पर आधारित मुद्दे खचारों शिक्षा मंत्रियों के समय में लगभग हर विश्वविद्यालय में बड़े स्तर पर फैकल्टी के चयन में संघ की विचारधारा को प्राथमिकता दी गई है। शिक्षा में सुधार के लिए आवश्यक रोजगारपरक, रचनात्मक, सकारात्मक और शोधपरक वैज्ञानिक दृष्टिकोण पर आधारित मुद्दे खास स्थान नहीं ले सके। पेपर लीक रोकने को केंद्र ही नहीं, राज्यों की सरकारों ने भी कठोर कानून बनाए हैं। मौजूदा सिस्टम ठीक करना होगा...: [452, 203, 675, 742]
- hdi-byline: प्रो. रतपाल: [279, 1518, 330, 1533]
- photo-banner-text: ROACH PARTY: [695, 227, 891, 256]
